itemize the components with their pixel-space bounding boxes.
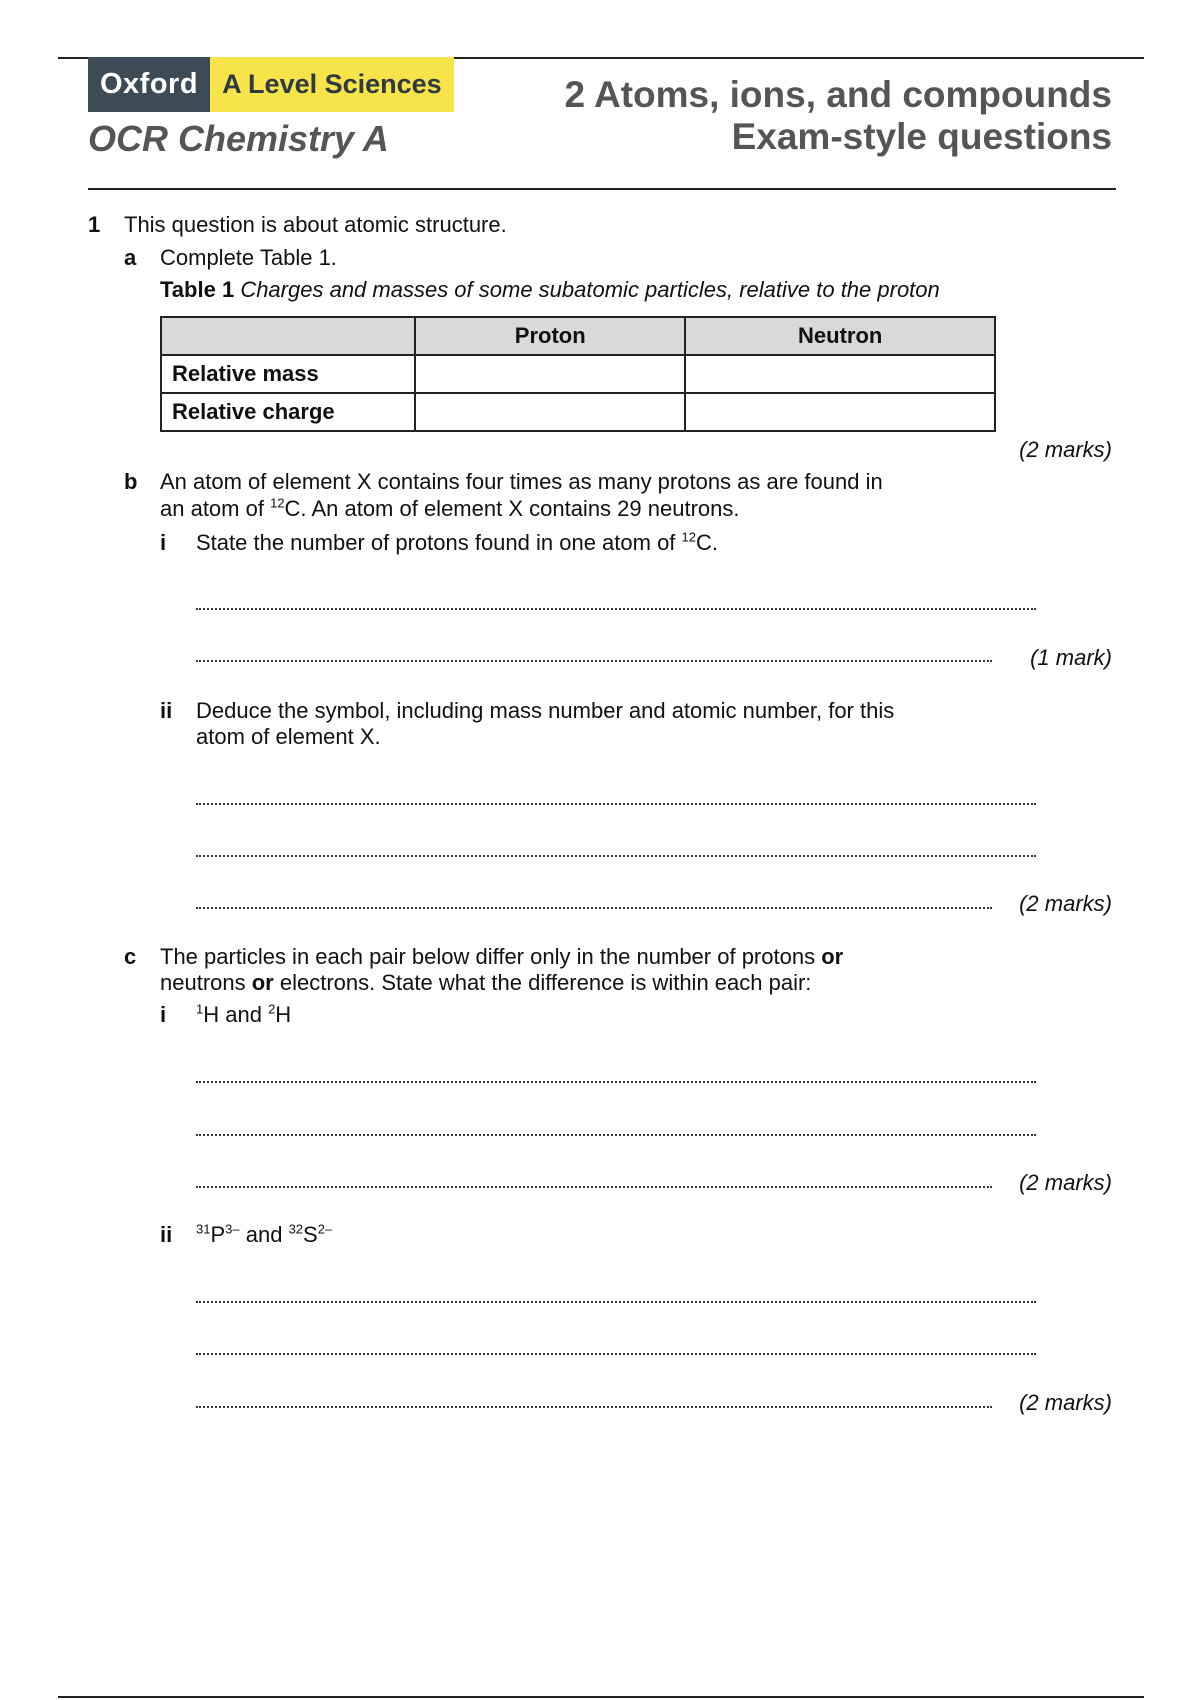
table-header-row: [161, 317, 995, 355]
sulfide-charge-sup: 2–: [317, 1221, 333, 1237]
row-label-relative-mass: Relative mass: [161, 355, 415, 393]
particle-table: [160, 316, 996, 432]
chapter-line-1: 2 Atoms, ions, and compounds: [564, 74, 1112, 115]
answer-line[interactable]: [196, 608, 1036, 610]
part-b-i-text-post: C.: [696, 530, 719, 555]
carbon-mass-sup: 12: [270, 495, 285, 511]
brand-series: A Level Sciences: [210, 57, 454, 112]
table-caption-text: Charges and masses of some subatomic particles, relative to the proton: [240, 277, 940, 302]
part-b-i-marks: (1 mark): [1030, 645, 1112, 670]
part-c-or-2: or: [251, 970, 274, 995]
table-row: [161, 355, 995, 393]
phosphide-charge-sup: 3–: [225, 1221, 240, 1237]
hydrogen-2-sup: 2: [268, 1001, 276, 1017]
part-b-ii-marks: (2 marks): [1019, 891, 1112, 916]
part-b-i-label: i: [160, 530, 167, 555]
table-row: [161, 393, 995, 431]
answer-cell-proton-charge[interactable]: [415, 393, 685, 431]
table-corner-cell: [161, 317, 415, 355]
part-c-label: c: [124, 944, 137, 969]
sulfur-mass-sup: 32: [288, 1221, 304, 1237]
chapter-line-2: Exam-style questions: [731, 116, 1112, 157]
answer-line[interactable]: [196, 855, 1036, 857]
answer-cell-neutron-charge[interactable]: [685, 393, 995, 431]
part-b-line-1: An atom of element X contains four times as many protons as are found in: [160, 469, 883, 494]
brand-oxford: Oxford: [88, 57, 210, 112]
chapter-title: [564, 74, 1112, 158]
answer-line[interactable]: [196, 1081, 1036, 1083]
answer-cell-proton-mass[interactable]: [415, 355, 685, 393]
part-b-line-2: [160, 496, 739, 522]
part-b-line-2-pre: an atom of: [160, 496, 271, 521]
part-a-label: a: [124, 245, 137, 270]
part-b-ii-line-1: Deduce the symbol, including mass number and atomic number, for this: [196, 698, 895, 723]
hydrogen-1-symbol: H and: [203, 1002, 269, 1027]
carbon-mass-sup-2: 12: [681, 529, 697, 545]
answer-line[interactable]: [196, 1186, 992, 1188]
part-c-i-isotopes: [196, 1002, 291, 1028]
header-rule: [88, 188, 1116, 190]
answer-line[interactable]: [196, 907, 992, 909]
part-c-line-1: [160, 944, 843, 970]
question-number: 1: [88, 212, 101, 237]
part-c-ii-and: and: [239, 1222, 289, 1247]
table-caption: [160, 277, 940, 303]
bottom-rule: [58, 1696, 1144, 1698]
sulfur-symbol: S: [303, 1222, 318, 1247]
answer-line[interactable]: [196, 660, 992, 662]
part-a-text: Complete Table 1.: [160, 245, 337, 270]
phosphorus-mass-sup: 31: [196, 1221, 211, 1237]
table-header-neutron: Neutron: [685, 317, 995, 355]
answer-line[interactable]: [196, 1134, 1036, 1136]
part-b-ii-line-2: atom of element X.: [196, 724, 381, 749]
part-c-ii-marks: (2 marks): [1019, 1390, 1112, 1415]
part-c-ii-label: ii: [160, 1222, 173, 1247]
answer-line[interactable]: [196, 1301, 1036, 1303]
part-c-ii-ions: [196, 1222, 332, 1248]
hydrogen-2-symbol: H: [275, 1002, 292, 1027]
subject-title: OCR Chemistry A: [88, 118, 389, 159]
brand-banner: [88, 57, 454, 112]
answer-line[interactable]: [196, 1353, 1036, 1355]
part-c-i-label: i: [160, 1002, 167, 1027]
part-b-ii-label: ii: [160, 698, 173, 723]
answer-line[interactable]: [196, 803, 1036, 805]
hydrogen-1-sup: 1: [196, 1001, 204, 1017]
part-c-i-marks: (2 marks): [1019, 1170, 1112, 1195]
question-stem: This question is about atomic structure.: [124, 212, 507, 237]
part-a-marks: (2 marks): [1019, 437, 1112, 462]
part-c-or-1: or: [821, 944, 844, 969]
part-c-line-2-pre: neutrons: [160, 970, 252, 995]
answer-line[interactable]: [196, 1406, 992, 1408]
part-c-line-2: [160, 970, 811, 996]
phosphorus-symbol: P: [210, 1222, 226, 1247]
answer-cell-neutron-mass[interactable]: [685, 355, 995, 393]
part-b-i-text: [196, 530, 718, 556]
part-b-i-text-pre: State the number of protons found in one atom of: [196, 530, 682, 555]
table-header-proton: Proton: [415, 317, 685, 355]
row-label-relative-charge: Relative charge: [161, 393, 415, 431]
part-c-line-1-pre: The particles in each pair below differ only in the number of protons: [160, 944, 822, 969]
part-b-line-2-post: C. An atom of element X contains 29 neutrons.: [284, 496, 740, 521]
part-b-label: b: [124, 469, 138, 494]
part-c-line-2-post: electrons. State what the difference is within each pair:: [273, 970, 812, 995]
table-caption-label: Table 1: [160, 277, 235, 302]
